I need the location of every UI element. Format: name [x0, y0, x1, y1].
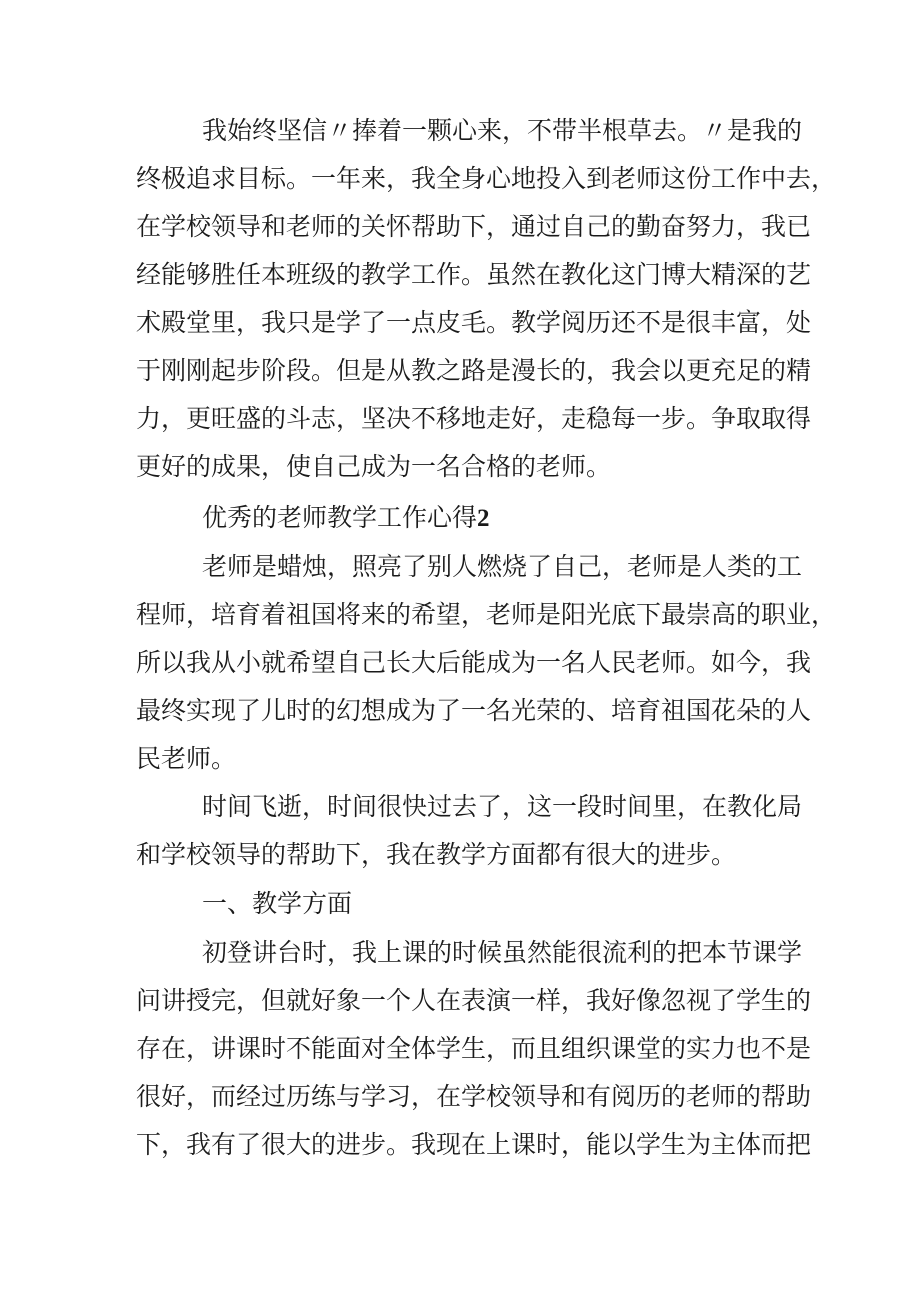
- paragraph-1-line-1: 我始终坚信〃捧着一颗心来，不带半根草去。〃是我的: [202, 116, 803, 145]
- paragraph-1-line-4: 经能够胜任本班级的教学工作。虽然在教化这门博大精深的艺: [136, 260, 812, 289]
- paragraph-2-line-3: 所以我从小就希望自己长大后能成为一名人民老师。如今，我: [136, 648, 812, 677]
- subheading-teaching: 一、教学方面: [202, 889, 353, 918]
- paragraph-4-line-4: 很好，而经过历练与学习，在学校领导和有阅历的老师的帮助: [136, 1082, 812, 1111]
- paragraph-4-line-5: 下，我有了很大的进步。我现在上课时，能以学生为主体而把: [136, 1130, 812, 1159]
- section-title: [202, 494, 490, 542]
- paragraph-1-line-5: 术殿堂里，我只是学了一点皮毛。教学阅历还不是很丰富，处: [136, 308, 812, 337]
- section-title-number: 2: [477, 505, 490, 532]
- paragraph-1-line-3: 在学校领导和老师的关怀帮助下，通过自己的勤奋努力，我已: [136, 212, 812, 241]
- paragraph-4-line-1: 初登讲台时，我上课的时候虽然能很流利的把本节课学: [202, 938, 803, 967]
- paragraph-2-line-5: 民老师。: [136, 744, 237, 773]
- paragraph-2-line-4: 最终实现了儿时的幻想成为了一名光荣的、培育祖国花朵的人: [136, 696, 812, 725]
- paragraph-1-line-8: 更好的成果，使自己成为一名合格的老师。: [136, 452, 612, 481]
- paragraph-3-line-1: 时间飞逝，时间很快过去了，这一段时间里，在教化局: [202, 792, 803, 821]
- section-title-text: 优秀的老师教学工作心得: [202, 503, 478, 532]
- paragraph-4-line-2: 问讲授完，但就好象一个人在表演一样，我好像忽视了学生的: [136, 986, 812, 1015]
- paragraph-1-line-6: 于刚刚起步阶段。但是从教之路是漫长的，我会以更充足的精: [136, 356, 812, 385]
- paragraph-1-line-7: 力，更旺盛的斗志，坚决不移地走好，走稳每一步。争取取得: [136, 404, 812, 433]
- paragraph-2-line-1: 老师是蜡烛，照亮了别人燃烧了自己，老师是人类的工: [202, 552, 803, 581]
- paragraph-2-line-2: 程师，培育着祖国将来的希望，老师是阳光底下最崇高的职业，: [136, 600, 837, 629]
- paragraph-4-line-3: 存在，讲课时不能面对全体学生，而且组织课堂的实力也不是: [136, 1034, 812, 1063]
- paragraph-1-line-2: 终极追求目标。一年来，我全身心地投入到老师这份工作中去，: [136, 164, 837, 193]
- paragraph-3-line-2: 和学校领导的帮助下，我在教学方面都有很大的进步。: [136, 840, 737, 869]
